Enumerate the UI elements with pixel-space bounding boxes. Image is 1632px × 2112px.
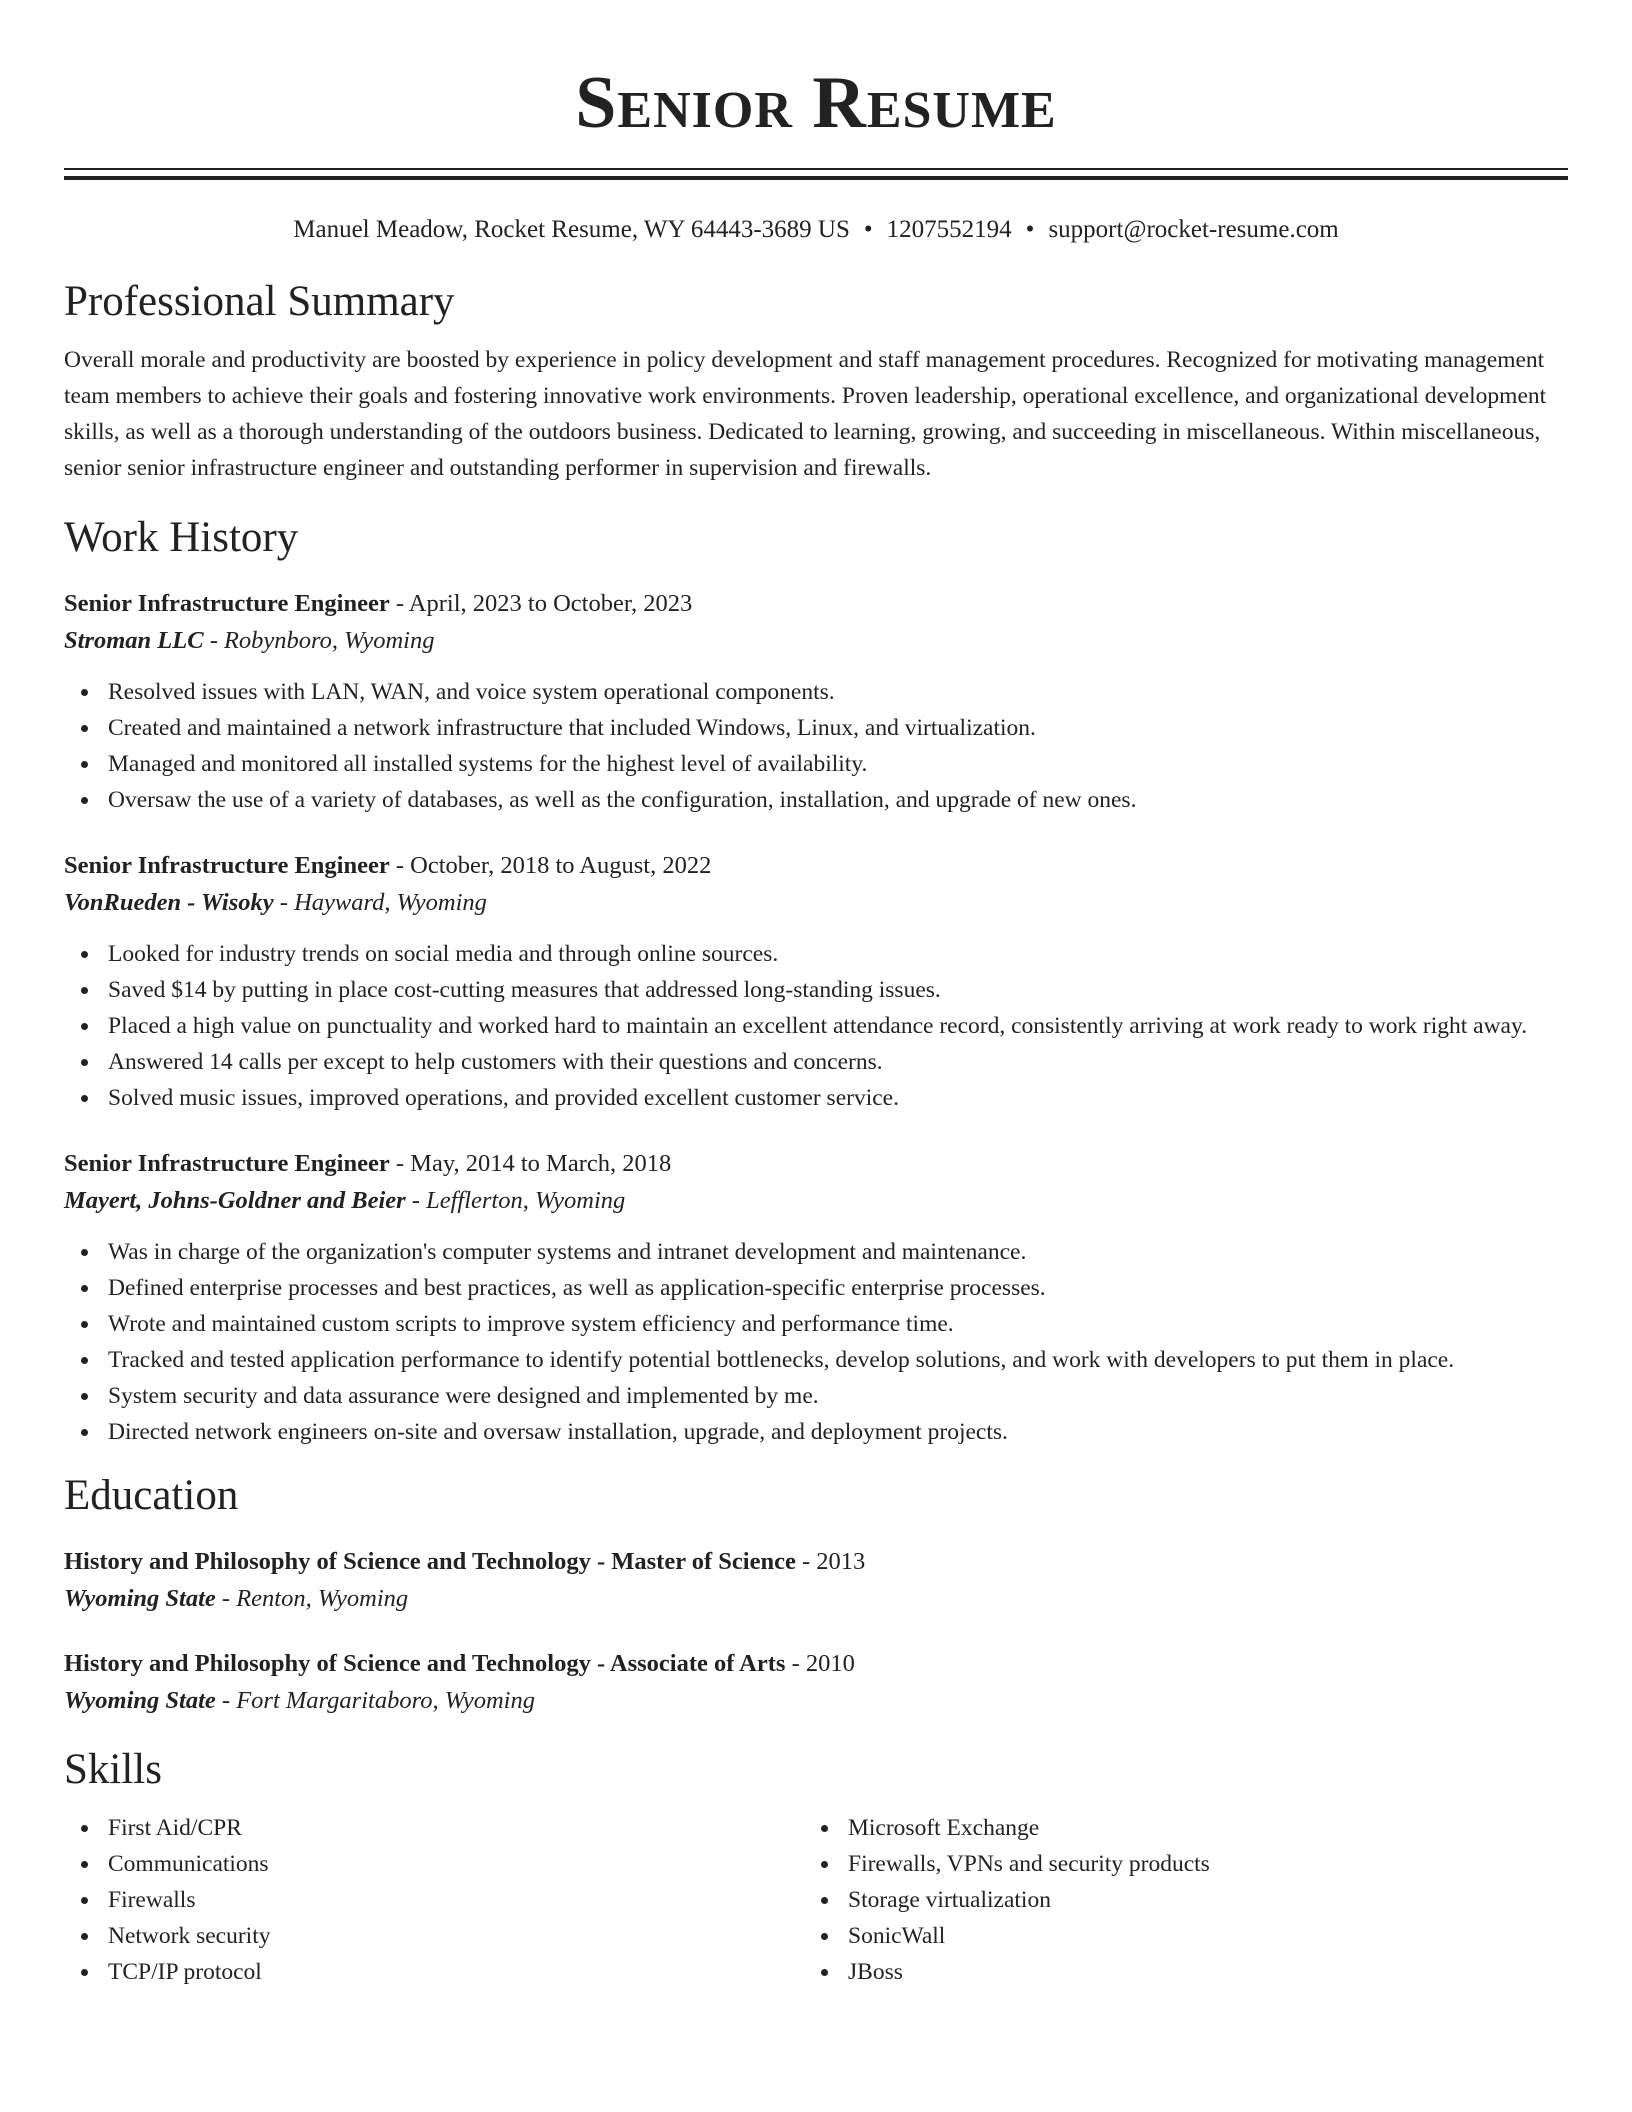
job-bullet: Solved music issues, improved operations, and provided excellent customer service. <box>64 1080 1568 1116</box>
job-employer <box>64 1182 1568 1220</box>
contact-separator: • <box>863 216 873 243</box>
job-bullet: Answered 14 calls per except to help customers with their questions and concerns. <box>64 1044 1568 1080</box>
job-role: Senior Infrastructure Engineer <box>64 852 390 879</box>
skill-item: Storage virtualization <box>804 1882 1544 1918</box>
job-header <box>64 1146 1568 1182</box>
skills-columns <box>64 1810 1568 1990</box>
job-dates: - October, 2018 to August, 2022 <box>389 852 712 879</box>
contact-phone: 1207552194 <box>886 216 1012 243</box>
contact-separator: • <box>1025 216 1035 243</box>
job-bullet: Resolved issues with LAN, WAN, and voice system operational components. <box>64 674 1568 710</box>
summary-heading: Professional Summary <box>64 278 455 325</box>
skill-item: Firewalls <box>64 1882 804 1918</box>
job-bullet: Wrote and maintained custom scripts to improve system efficiency and performance time. <box>64 1306 1568 1342</box>
job-location: - Robynboro, Wyoming <box>203 627 435 654</box>
skill-item: SonicWall <box>804 1918 1544 1954</box>
divider-thick-line <box>64 176 1568 180</box>
job-bullet: Defined enterprise processes and best practices, as well as application-specific enterprise processes. <box>64 1270 1568 1306</box>
education-entry <box>64 1544 1568 1618</box>
job-bullet: Directed network engineers on-site and oversaw installation, upgrade, and deployment projects. <box>64 1414 1568 1450</box>
job-bullet: Saved $14 by putting in place cost-cutting measures that addressed long-standing issues. <box>64 972 1568 1008</box>
work-history-heading: Work History <box>64 514 299 561</box>
education-header <box>64 1544 1568 1580</box>
job-bullet: Tracked and tested application performance to identify potential bottlenecks, develop solutions, and work with developers to put them in place. <box>64 1342 1568 1378</box>
job-entry <box>64 848 1568 1116</box>
job-dates: - April, 2023 to October, 2023 <box>389 590 693 617</box>
job-header <box>64 848 1568 884</box>
job-employer <box>64 622 1568 660</box>
education-location: - Renton, Wyoming <box>215 1585 409 1612</box>
job-header <box>64 586 1568 622</box>
job-bullet: Looked for industry trends on social media and through online sources. <box>64 936 1568 972</box>
skills-left-column <box>64 1810 804 1990</box>
job-bullet: Placed a high value on punctuality and worked hard to maintain an excellent attendance record, consistently arriving at work ready to work right away. <box>64 1008 1568 1044</box>
contact-address: Manuel Meadow, Rocket Resume, WY 64443-3689 US <box>293 216 850 243</box>
education-heading: Education <box>64 1472 239 1519</box>
education-institution <box>64 1580 1568 1618</box>
skill-item: Network security <box>64 1918 804 1954</box>
education-year: - 2013 <box>795 1548 866 1575</box>
job-dates: - May, 2014 to March, 2018 <box>389 1150 672 1177</box>
job-company: Mayert, Johns-Goldner and Beier <box>64 1187 406 1214</box>
skill-item: First Aid/CPR <box>64 1810 804 1846</box>
job-location: - Hayward, Wyoming <box>273 889 487 916</box>
education-institution <box>64 1682 1568 1720</box>
education-location: - Fort Margaritaboro, Wyoming <box>215 1687 535 1714</box>
job-bullet: Created and maintained a network infrastructure that included Windows, Linux, and virtualization. <box>64 710 1568 746</box>
title-divider <box>64 168 1568 180</box>
job-bullets <box>64 674 1568 818</box>
job-company: Stroman LLC <box>64 627 204 654</box>
skill-item: JBoss <box>804 1954 1544 1990</box>
skill-item: TCP/IP protocol <box>64 1954 804 1990</box>
job-role: Senior Infrastructure Engineer <box>64 1150 390 1177</box>
divider-thin-line <box>64 168 1568 170</box>
education-degree: History and Philosophy of Science and Technology - Associate of Arts <box>64 1650 786 1677</box>
education-school: Wyoming State <box>64 1585 216 1612</box>
job-bullets <box>64 1234 1568 1450</box>
job-role: Senior Infrastructure Engineer <box>64 590 390 617</box>
summary-text: Overall morale and productivity are boosted by experience in policy development and staff management procedures. Recognized for motivating management team members to achieve their goals and fostering innovative work environments. Proven leadership, operational excellence, and organizational development skills, as well as a thorough understanding of the outdoors business. Dedicated to learning, growing, and succeeding in miscellaneous. Within miscellaneous, senior senior infrastructure engineer and outstanding performer in supervision and firewalls. <box>64 347 1547 481</box>
job-bullet: Oversaw the use of a variety of databases, as well as the configuration, installation, and upgrade of new ones. <box>64 782 1568 818</box>
job-company: VonRueden - Wisoky <box>64 889 274 916</box>
skills-right-column <box>804 1810 1544 1990</box>
education-year: - 2010 <box>785 1650 855 1677</box>
education-degree: History and Philosophy of Science and Technology - Master of Science <box>64 1548 796 1575</box>
job-employer <box>64 884 1568 922</box>
contact-email: support@rocket-resume.com <box>1048 216 1339 243</box>
education-header <box>64 1646 1568 1682</box>
skills-heading: Skills <box>64 1746 162 1793</box>
job-location: - Lefflerton, Wyoming <box>405 1187 626 1214</box>
education-school: Wyoming State <box>64 1687 216 1714</box>
skill-item: Microsoft Exchange <box>804 1810 1544 1846</box>
job-bullet: Managed and monitored all installed systems for the highest level of availability. <box>64 746 1568 782</box>
resume-title: Senior Resume <box>575 62 1057 144</box>
job-bullets <box>64 936 1568 1116</box>
job-bullet: Was in charge of the organization's computer systems and intranet development and maintenance. <box>64 1234 1568 1270</box>
job-bullet: System security and data assurance were designed and implemented by me. <box>64 1378 1568 1414</box>
job-entry <box>64 586 1568 818</box>
skill-item: Firewalls, VPNs and security products <box>804 1846 1544 1882</box>
job-entry <box>64 1146 1568 1450</box>
contact-line <box>64 214 1568 246</box>
education-entry <box>64 1646 1568 1720</box>
resume-page <box>64 0 1568 1990</box>
skill-item: Communications <box>64 1846 804 1882</box>
